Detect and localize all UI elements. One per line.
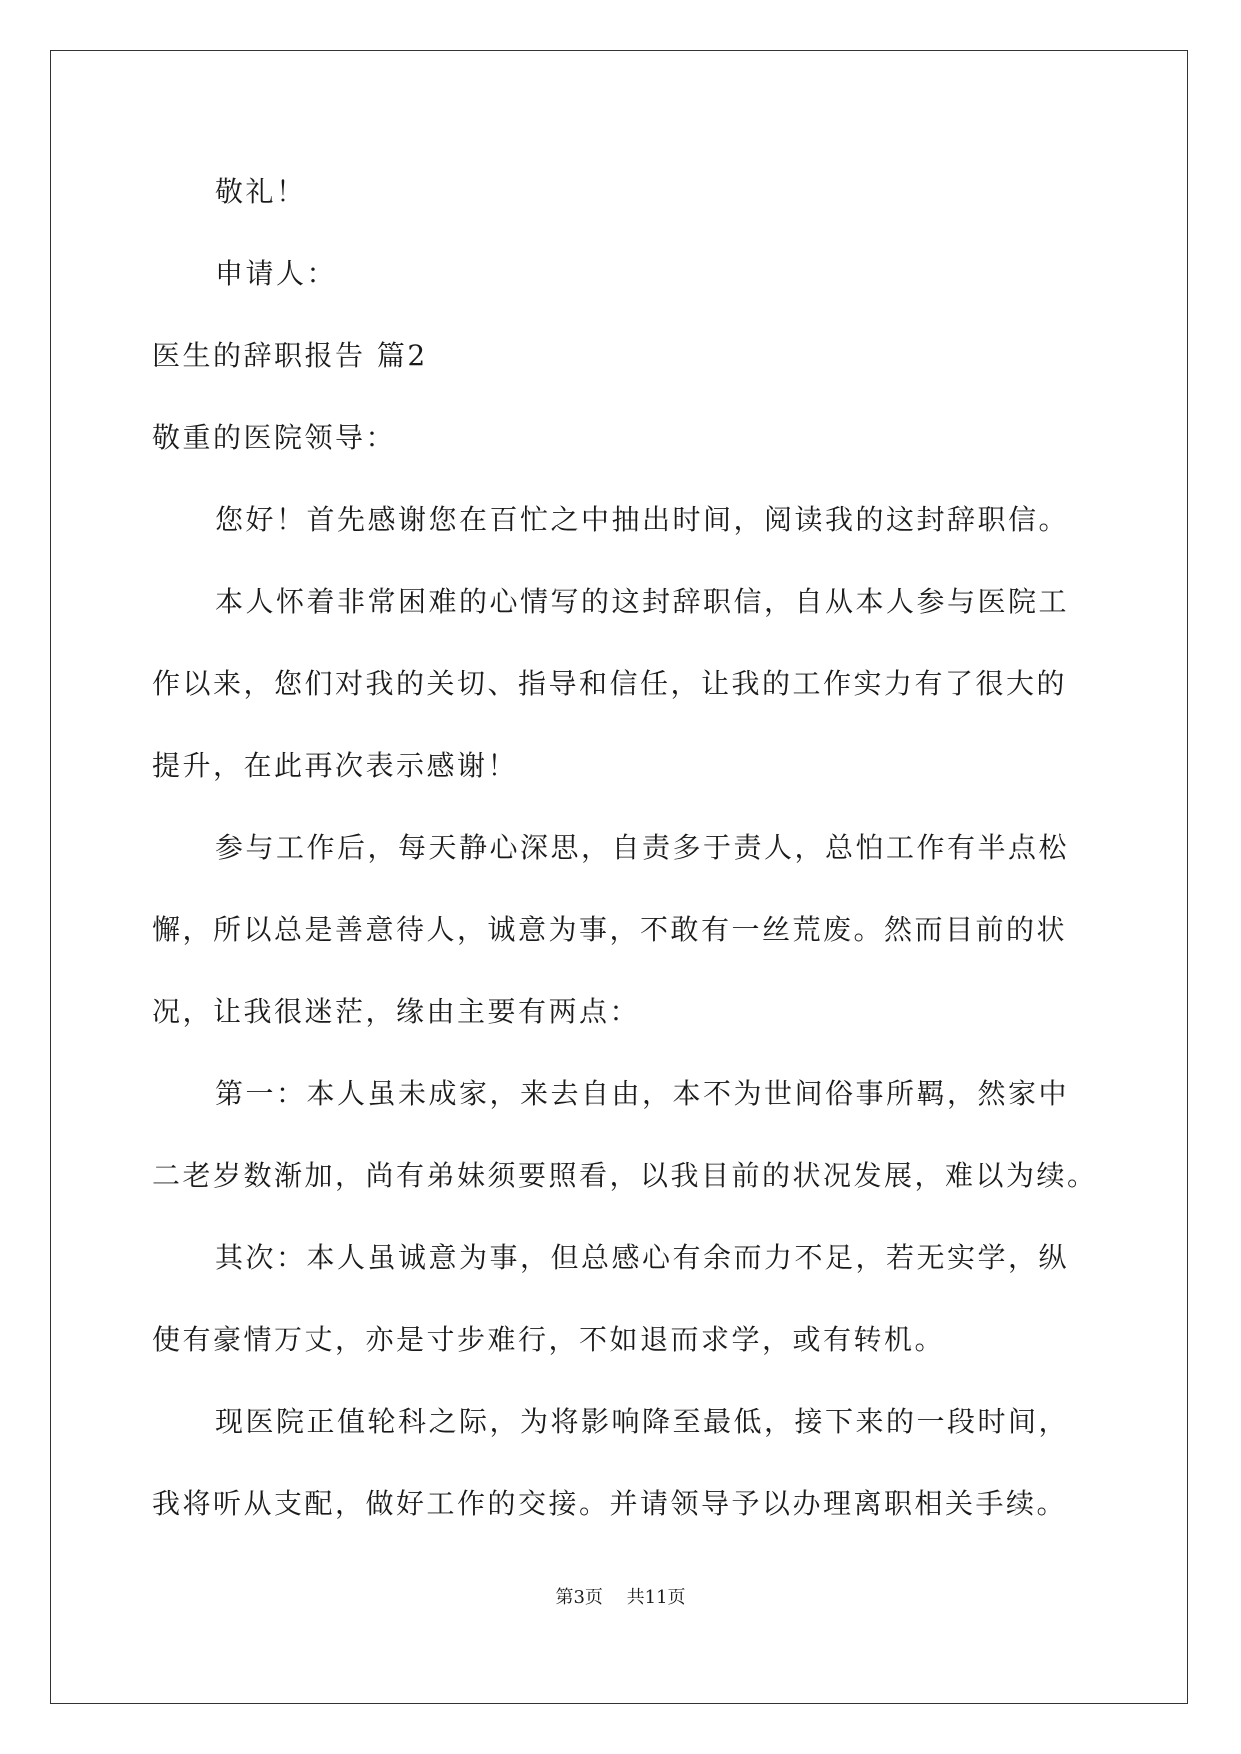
paragraph-line: 现医院正值轮科之际，为将影响降至最低，接下来的一段时间， [215, 1405, 1070, 1438]
page-number-total: 共11页 [626, 1587, 686, 1608]
paragraph-line: 使有豪情万丈，亦是寸步难行，不如退而求学，或有转机。 [152, 1323, 946, 1356]
section-heading: 医生的辞职报告 篇2 [152, 339, 428, 372]
applicant-label: 申请人： [215, 257, 338, 290]
paragraph-line: 况，让我很迷茫，缘由主要有两点： [152, 995, 641, 1028]
page-footer [0, 1586, 1241, 1610]
page-border [50, 50, 1188, 1704]
letter-greeting: 敬重的医院领导： [152, 421, 397, 454]
paragraph-line: 参与工作后，每天静心深思，自责多于责人，总怕工作有半点松 [215, 831, 1070, 864]
paragraph-line: 提升，在此再次表示感谢！ [152, 749, 519, 782]
paragraph-line: 我将听从支配，做好工作的交接。并请领导予以办理离职相关手续。 [152, 1487, 1068, 1520]
paragraph-line: 二老岁数渐加，尚有弟妹须要照看，以我目前的状况发展，难以为续。 [152, 1159, 1098, 1192]
closing-salutation: 敬礼！ [215, 175, 307, 208]
paragraph-line: 其次：本人虽诚意为事，但总感心有余而力不足，若无实学，纵 [215, 1241, 1070, 1274]
paragraph-line: 第一：本人虽未成家，来去自由，本不为世间俗事所羁，然家中 [215, 1077, 1070, 1110]
paragraph-line: 本人怀着非常困难的心情写的这封辞职信，自从本人参与医院工 [215, 585, 1070, 618]
page-number-current: 第3页 [555, 1587, 603, 1608]
paragraph-line: 作以来，您们对我的关切、指导和信任，让我的工作实力有了很大的 [152, 667, 1068, 700]
paragraph-line: 懈，所以总是善意待人，诚意为事，不敢有一丝荒废。然而目前的状 [152, 913, 1068, 946]
paragraph-line: 您好！首先感谢您在百忙之中抽出时间，阅读我的这封辞职信。 [215, 503, 1070, 536]
